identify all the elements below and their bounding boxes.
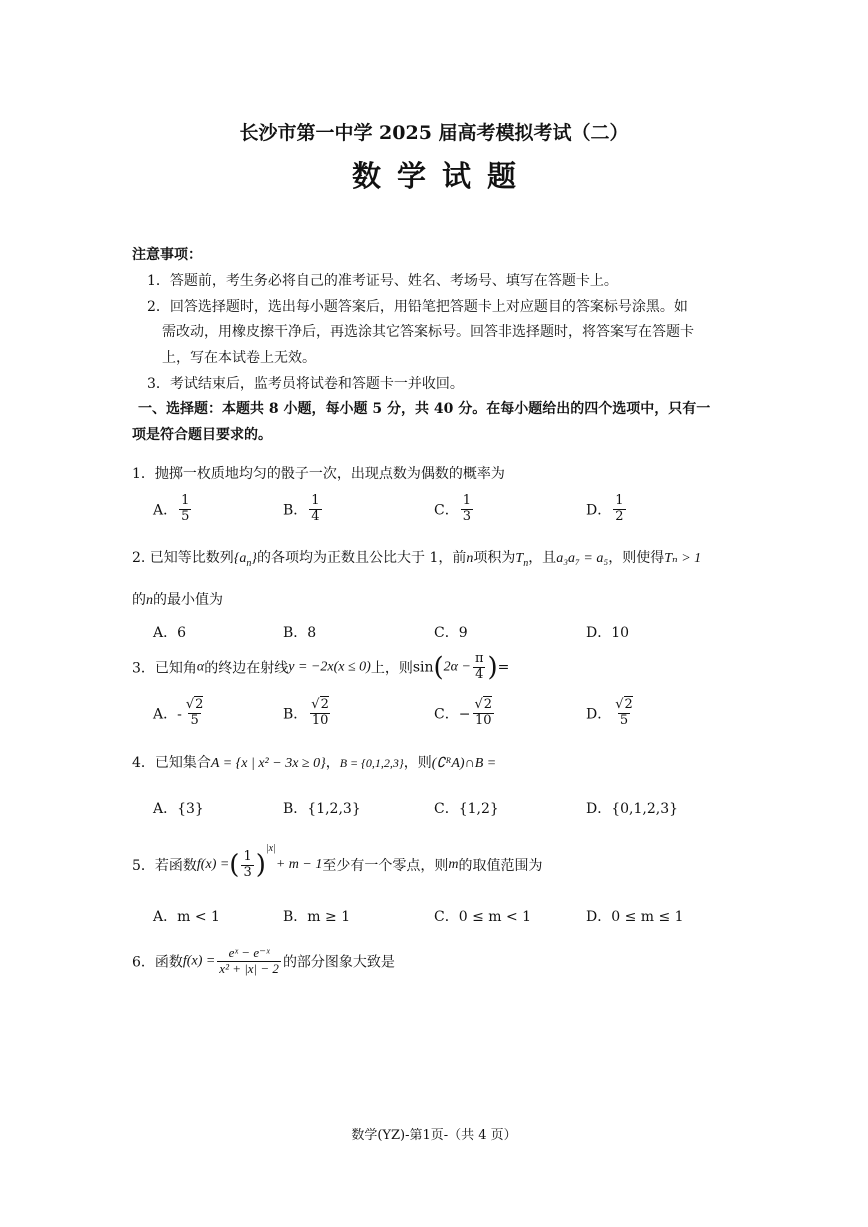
notice-heading: 注意事项： [132, 247, 202, 263]
q2-option-c[interactable]: C．9 [434, 625, 468, 641]
question-2-stem-cont: 的n的最小值为 [132, 592, 223, 608]
q5-option-a[interactable]: A．m < 1 [153, 909, 220, 925]
question-6-stem: 6．函数f(x) = $\frac{\text{eˣ − e⁻ˣ}}{\text{x² + |x| − 2}}$ 的部分图象大致是 [132, 945, 395, 976]
q4-option-c[interactable]: C．{1,2} [434, 801, 499, 817]
q5-option-d[interactable]: D．0 ≤ m ≤ 1 [586, 909, 684, 925]
question-1-stem: 1．抛掷一枚质地均匀的骰子一次，出现点数为偶数的概率为 [132, 466, 505, 482]
q5-option-c[interactable]: C．0 ≤ m < 1 [434, 909, 532, 925]
notice-item-2: 2．回答选择题时，选出每小题答案后，用铅笔把答题卡上对应题目的答案标号涂黑。如 [147, 299, 688, 315]
notice-item-2-cont2: 上，写在本试卷上无效。 [162, 350, 316, 366]
question-5-stem: 5．若函数f(x) =( $\frac{1}{3}$ )$^{|x|}$+ m − 1至少有一个零点，则m的取值范围为 [132, 843, 543, 880]
notice-item-2-cont: 需改动，用橡皮擦干净后，再选涂其它答案标号。回答非选择题时，将答案写在答题卡 [162, 324, 694, 340]
exam-title: 长沙市第一中学 2025 届高考模拟考试（二） [239, 122, 629, 144]
q3-option-d[interactable]: D． $\frac{√2}{5}$ [586, 697, 633, 728]
q2-option-d[interactable]: D．10 [586, 625, 630, 641]
q2-option-b[interactable]: B．8 [283, 625, 317, 641]
notice-item-1: 1．答题前，考生务必将自己的准考证号、姓名、考场号、填写在答题卡上。 [147, 273, 618, 289]
q3-option-b[interactable]: B． $\frac{√2}{10}$ [283, 697, 329, 728]
q4-option-a[interactable]: A．{3} [153, 801, 204, 817]
q4-option-b[interactable]: B．{1,2,3} [283, 801, 361, 817]
q1-option-d[interactable]: D． $\frac{1}{2}$ [586, 493, 624, 524]
section-heading-cont: 项是符合题目要求的。 [132, 427, 272, 443]
question-3-stem: 3．已知角α的终边在射线y = −2x(x ≤ 0)上，则sin(2α − $\frac{\pi}{4}$ )= [132, 651, 510, 683]
q1-option-b[interactable]: B． $\frac{1}{4}$ [283, 493, 320, 524]
q2-option-a[interactable]: A．6 [153, 625, 187, 641]
q1-option-a[interactable]: A． $\frac{1}{5}$ [153, 493, 190, 524]
q1-option-c[interactable]: C． $\frac{1}{3}$ [434, 493, 471, 524]
q3-option-c[interactable]: C．− $\frac{√2}{10}$ [434, 697, 493, 728]
page-footer: 数学(YZ)-第1页-（共 4 页） [351, 1128, 517, 1143]
q5-option-b[interactable]: B．m ≥ 1 [283, 909, 351, 925]
q4-option-d[interactable]: D．{0,1,2,3} [586, 801, 679, 817]
subject-title: 数学试题 [351, 159, 532, 193]
section-heading: 一、选择题：本题共 8 小题，每小题 5 分，共 40 分。在每小题给出的四个选项中，只有一 [138, 401, 711, 417]
q3-option-a[interactable]: A．- $\frac{√2}{5}$ [153, 697, 204, 728]
notice-item-3: 3．考试结束后，监考员将试卷和答题卡一并收回。 [147, 376, 464, 392]
question-4-stem: 4．已知集合A = {x | x² − 3x ≥ 0}，B = {0,1,2,3}，则(∁ᴿA)∩B = [132, 755, 497, 771]
question-2-stem: 2. 已知等比数列$\{a_n\}$的各项均为正数且公比大于 1，前n项积为$T_n$，且a₃a₇ = a₅，则使得Tₙ > 1 [132, 550, 702, 569]
